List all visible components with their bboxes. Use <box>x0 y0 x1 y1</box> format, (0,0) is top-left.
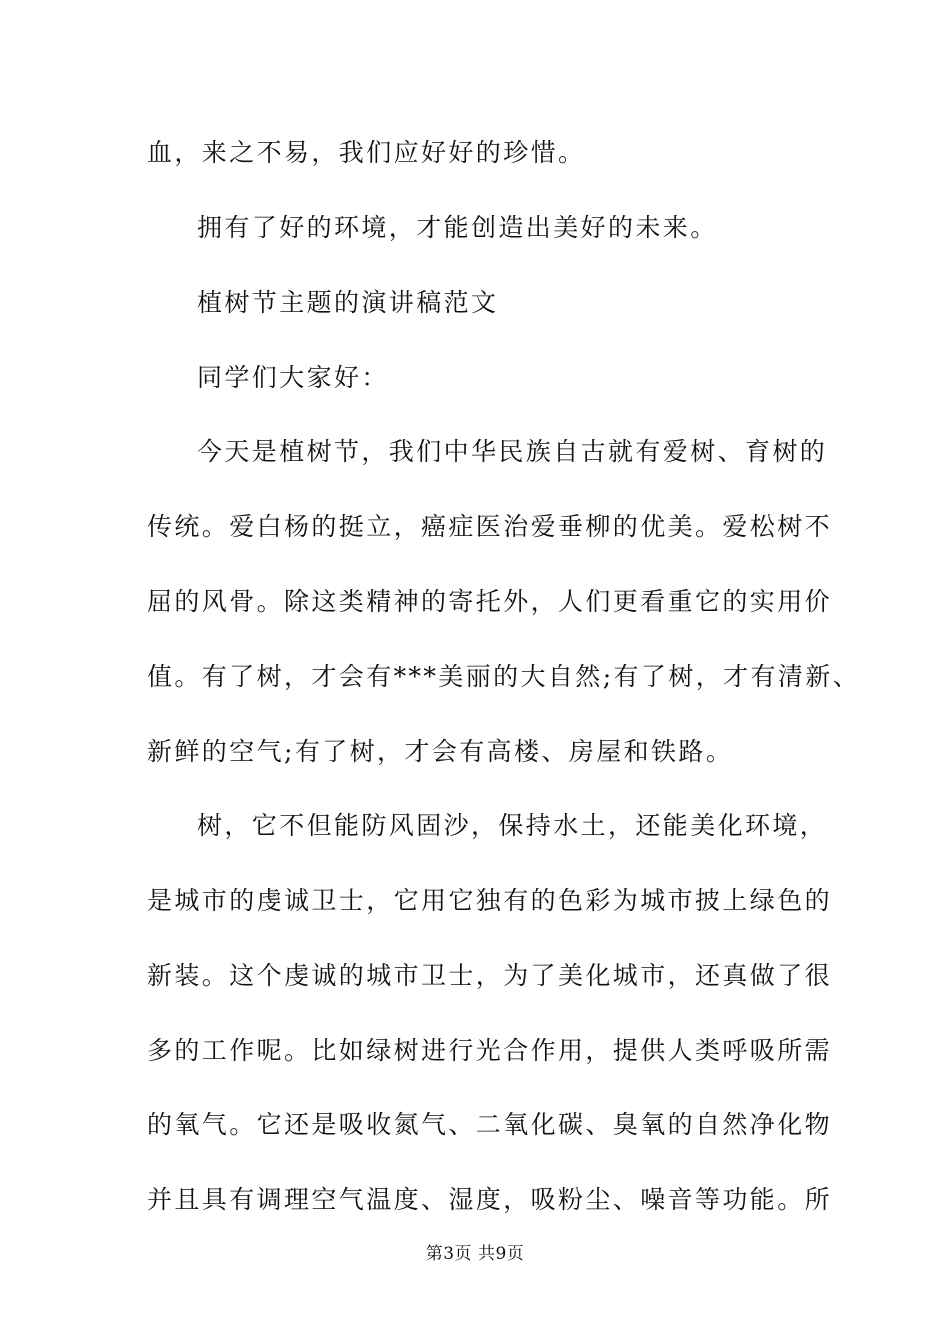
section-heading: 植树节主题的演讲稿范文 <box>197 288 499 317</box>
text-line: 新鲜的空气;有了树，才会有高楼、房屋和铁路。 <box>147 737 734 766</box>
text-line: 值。有了树，才会有***美丽的大自然;有了树，才有清新、 <box>147 662 861 691</box>
text-line: 是城市的虔诚卫士，它用它独有的色彩为城市披上绿色的 <box>147 886 833 915</box>
text-line: 屈的风骨。除这类精神的寄托外，人们更看重它的实用价 <box>147 587 833 616</box>
text-line: 树，它不但能防风固沙，保持水土，还能美化环境， <box>197 811 828 840</box>
text-line: 今天是植树节，我们中华民族自古就有爱树、育树的 <box>197 437 828 466</box>
text-line: 拥有了好的环境，才能创造出美好的未来。 <box>197 213 718 242</box>
text-line: 血，来之不易，我们应好好的珍惜。 <box>147 138 586 167</box>
text-line: 传统。爱白杨的挺立，癌症医治爱垂柳的优美。爱松树不 <box>147 512 833 541</box>
text-line: 新装。这个虔诚的城市卫士，为了美化城市，还真做了很 <box>147 961 833 990</box>
page-number-footer: 第3页 共9页 <box>425 1244 525 1264</box>
text-line: 的氧气。它还是吸收氮气、二氧化碳、臭氧的自然净化物 <box>147 1110 833 1139</box>
text-line: 多的工作呢。比如绿树进行光合作用，提供人类呼吸所需 <box>147 1036 833 1065</box>
text-line: 并且具有调理空气温度、湿度，吸粉尘、噪音等功能。所 <box>147 1185 833 1214</box>
salutation: 同学们大家好： <box>197 363 389 392</box>
